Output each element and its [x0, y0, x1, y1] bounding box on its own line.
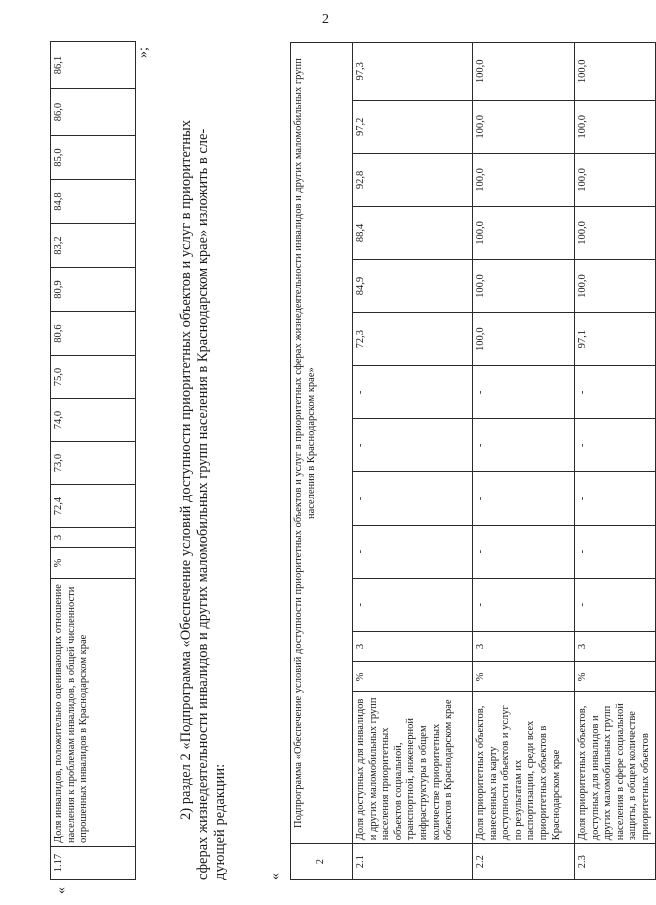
value-cell: -	[473, 578, 575, 631]
value-cell: 75,0	[51, 356, 136, 399]
value-cell: -	[473, 419, 575, 472]
value-cell: 83,2	[51, 224, 136, 268]
status-cell: 3	[473, 631, 575, 661]
value-cell: 92,8	[353, 153, 473, 206]
value-cell: 86,0	[51, 89, 136, 136]
value-cell: -	[575, 525, 656, 578]
amendment-paragraph	[178, 42, 229, 880]
row-number: 2.1	[353, 844, 473, 880]
section-number: 2	[291, 844, 353, 880]
indicators-table-top	[50, 41, 136, 880]
table-row	[353, 43, 473, 880]
value-cell: -	[575, 578, 656, 631]
indicator-name: Доля доступных для инвалидов и других маломобильных групп населения приоритетных объектов социальной, транспортной, инженерной инфраструктуры в общем количестве приоритетных объектов в Краснодарском крае	[353, 692, 473, 844]
value-cell: 97,1	[575, 313, 656, 366]
value-cell: 72,3	[353, 313, 473, 366]
value-cell: 100,0	[575, 260, 656, 313]
value-cell: 100,0	[473, 153, 575, 206]
value-cell: -	[473, 366, 575, 419]
paragraph-line-3: дующей редакции:	[212, 763, 228, 880]
table-row	[575, 43, 656, 880]
table-header-row	[291, 43, 353, 880]
value-cell: 88,4	[353, 206, 473, 259]
unit-cell: %	[575, 662, 656, 692]
value-cell: -	[575, 419, 656, 472]
value-cell: -	[575, 472, 656, 525]
unit-cell: %	[353, 662, 473, 692]
value-cell: 74,0	[51, 399, 136, 442]
value-cell: 100,0	[575, 43, 656, 101]
value-cell: 86,1	[51, 42, 136, 89]
value-cell: -	[473, 472, 575, 525]
opening-quote: «	[54, 887, 69, 894]
row-number: 2.3	[575, 844, 656, 880]
value-cell: 97,2	[353, 100, 473, 153]
value-cell: 100,0	[473, 206, 575, 259]
indicators-table-main	[290, 42, 656, 880]
subprogram-title: Подпрограмма «Обеспечение условий доступности приоритетных объектов и услуг в приоритетных сферах жизнедеятельности инвалидов и других маломобильных групп населения в Краснодарском крае»	[291, 43, 353, 844]
opening-quote-2: «	[268, 873, 283, 880]
value-cell: 100,0	[575, 206, 656, 259]
table-row	[51, 42, 136, 880]
value-cell: 97,3	[353, 43, 473, 101]
value-cell: -	[473, 525, 575, 578]
value-cell: -	[353, 578, 473, 631]
value-cell: 72,4	[51, 485, 136, 528]
paragraph-line-2: сферах жизнедеятельности инвалидов и других маломобильных групп населения в Краснодарском крае» изложить в сле-	[195, 128, 211, 880]
value-cell: 84,9	[353, 260, 473, 313]
unit-cell: %	[473, 662, 575, 692]
value-cell: 84,8	[51, 180, 136, 224]
status-cell: 3	[353, 631, 473, 661]
row-number: 1.17	[51, 847, 136, 880]
unit-cell: %	[51, 548, 136, 579]
value-cell: -	[353, 366, 473, 419]
rotated-content	[50, 42, 651, 894]
status-cell: 3	[575, 631, 656, 661]
indicator-name: Доля приоритетных объектов, нанесенных на карту доступности объектов и услуг по результатам их паспортизации, среди всех приоритетных объектов в Краснодарском крае	[473, 692, 575, 844]
status-cell: 3	[51, 528, 136, 548]
value-cell: 100,0	[473, 313, 575, 366]
value-cell: -	[353, 525, 473, 578]
value-cell: 100,0	[473, 100, 575, 153]
value-cell: -	[353, 472, 473, 525]
paragraph-line-1: 2) раздел 2 «Подпрограмма «Обеспечение условий доступности приоритетных объектов и услуг в приоритетных	[178, 119, 194, 820]
value-cell: 100,0	[473, 260, 575, 313]
value-cell: 85,0	[51, 136, 136, 180]
indicator-name: Доля инвалидов, положительно оценивающих отношение населения к проблемам инвалидов, в общей численности опрошенных инвалидов в Краснодарском крае	[51, 579, 136, 847]
table-row	[473, 43, 575, 880]
value-cell: 100,0	[575, 153, 656, 206]
page-number: 2	[322, 12, 329, 27]
closing-quote: »;	[136, 47, 151, 58]
value-cell: 80,6	[51, 312, 136, 356]
value-cell: 100,0	[473, 43, 575, 101]
value-cell: -	[575, 366, 656, 419]
value-cell: -	[353, 419, 473, 472]
value-cell: 100,0	[575, 100, 656, 153]
indicator-name: Доля приоритетных объектов, доступных для инвалидов и других маломобильных групп населения в сфере социальной защиты, в общем количестве приоритетных объектов	[575, 692, 656, 844]
value-cell: 80,9	[51, 268, 136, 312]
value-cell: 73,0	[51, 442, 136, 485]
row-number: 2.2	[473, 844, 575, 880]
